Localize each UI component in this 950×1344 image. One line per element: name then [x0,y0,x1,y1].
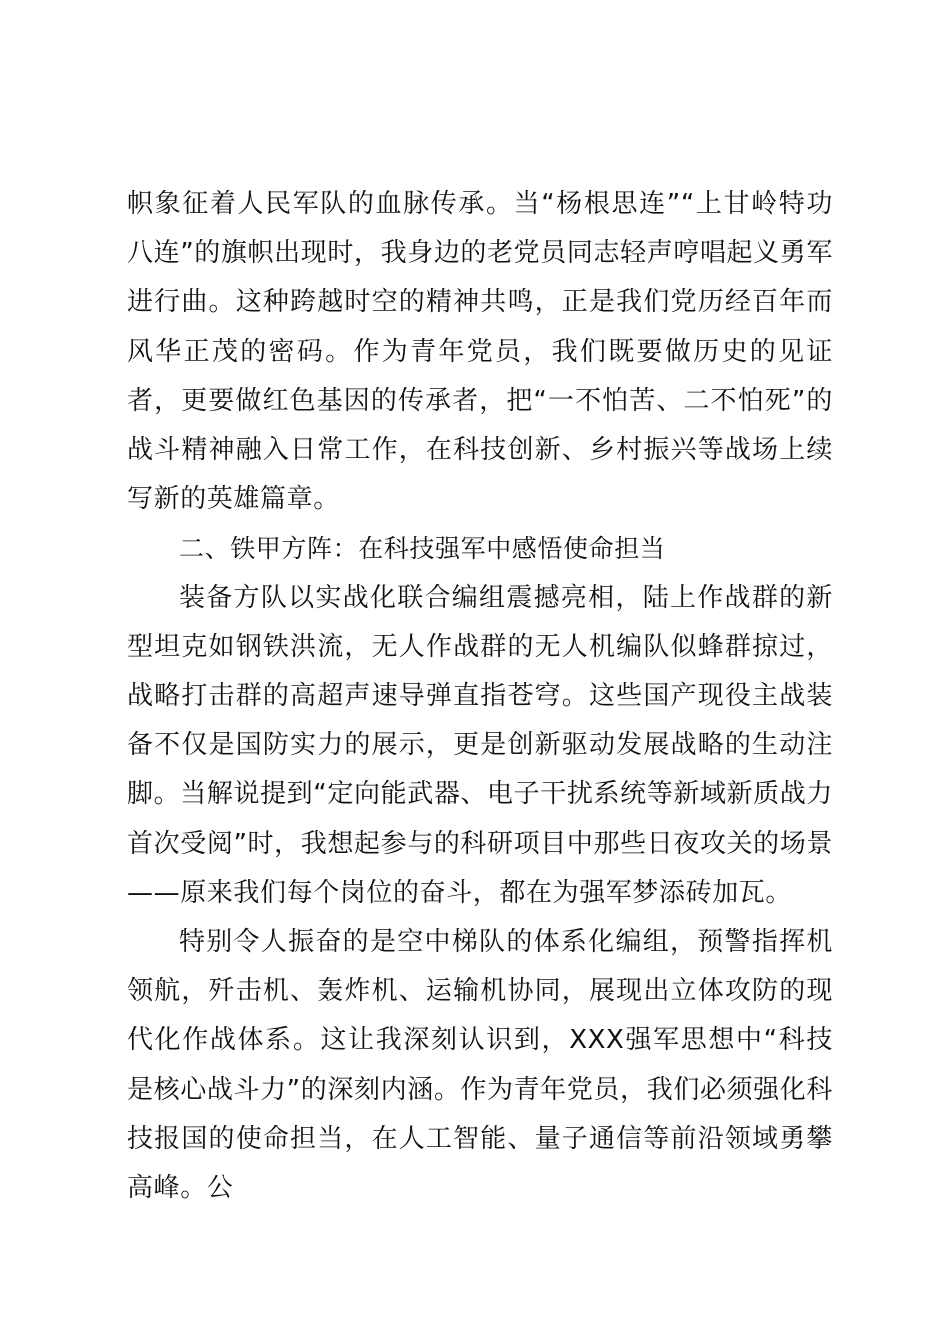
section-heading: 二、铁甲方阵：在科技强军中感悟使命担当 [179,534,666,564]
paragraph-continuation: 帜象征着人民军队的血脉传承。当“杨根思连”“上甘岭特功八连”的旗帜出现时，我身边的老党员同志轻声哼唱起义勇军进行曲。这种跨越时空的精神共鸣，正是我们党历经百年而风华正茂的密码。作为青年党员，我们既要做历史的见证者，更要做红色基因的传承者，把“一不怕苦、二不怕死”的战斗精神融入日常工作，在科技创新、乡村振兴等战场上续写新的英雄篇章。 [127,189,833,515]
paragraph-air-echelon: 特别令人振奋的是空中梯队的体系化编组，预警指挥机领航，歼击机、轰炸机、运输机协同，展现出立体攻防的现代化作战体系。这让我深刻认识到，XXX强军思想中“科技是核心战斗力”的深刻内涵。作为青年党员，我们必须强化科技报国的使命担当，在人工智能、量子通信等前沿领域勇攀高峰。公 [127,927,833,1204]
document-body [127,180,833,1213]
paragraph-equipment: 装备方队以实战化联合编组震撼亮相，陆上作战群的新型坦克如钢铁洪流，无人作战群的无人机编队似蜂群掠过，战略打击群的高超声速导弹直指苍穹。这些国产现役主战装备不仅是国防实力的展示，更是创新驱动发展战略的生动注脚。当解说提到“定向能武器、电子干扰系统等新域新质战力首次受阅”时，我想起参与的科研项目中那些日夜攻关的场景——原来我们每个岗位的奋斗，都在为强军梦添砖加瓦。 [127,582,833,908]
